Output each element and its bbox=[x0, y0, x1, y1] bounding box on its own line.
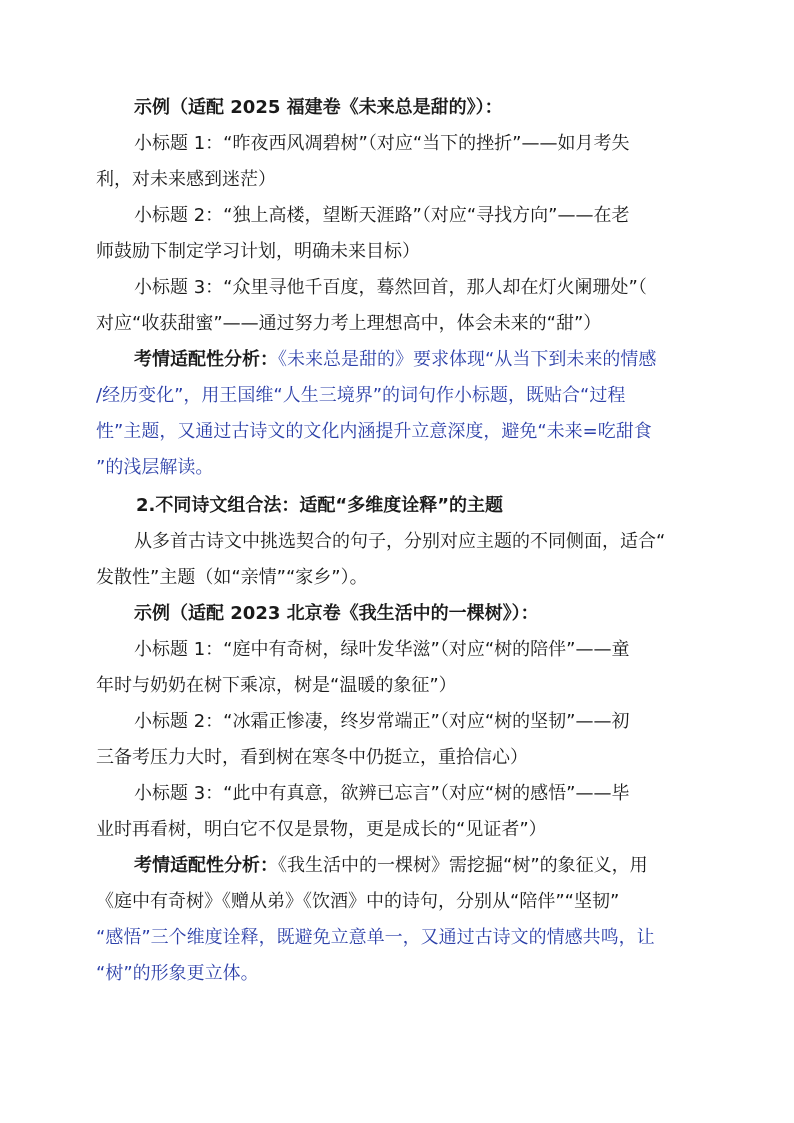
analysis-label-1: 考情适配性分析： bbox=[134, 349, 278, 370]
analysis-label-2: 考情适配性分析： bbox=[134, 855, 278, 876]
analysis-1-line-3: 性”主题，又通过古诗文的文化内涵提升立意深度，避免“未来=吃甜食 bbox=[96, 421, 652, 442]
subtitle-2-3-line-2: 业时再看树，明白它不仅是景物，更是成长的“见证者”） bbox=[96, 819, 547, 840]
analysis-paragraph-2 bbox=[96, 848, 706, 884]
subtitle-1-line-2: 利，对未来感到迷茫） bbox=[96, 169, 276, 190]
analysis-1-line-2: /经历变化”，用王国维“人生三境界”的词句作小标题，既贴合“过程 bbox=[96, 385, 626, 406]
analysis-1-line-4: ”的浅层解读。 bbox=[96, 457, 214, 478]
subtitle-2-1-line-2: 年时与奶奶在树下乘凉，树是“温暖的象征”） bbox=[96, 675, 457, 696]
subtitle-2-1-line-1: 小标题 1：“庭中有奇树，绿叶发华滋”（对应“树的陪伴”——童 bbox=[134, 639, 630, 660]
analysis-2-line-1: 《我生活中的一棵树》需挖掘“树”的象征义，用 bbox=[278, 855, 648, 876]
intro-line-2: 发散性”主题（如“亲情”“家乡”）。 bbox=[96, 567, 368, 588]
subtitle-1-line-1: 小标题 1：“昨夜西风凋碧树”（对应“当下的挫折”——如月考失 bbox=[134, 133, 630, 154]
example-title-1: 示例（适配 2025 福建卷《未来总是甜的》）： bbox=[134, 97, 503, 118]
analysis-paragraph-1 bbox=[96, 342, 706, 378]
subtitle-2-2-line-1: 小标题 2：“冰霜正惨凄，终岁常端正”（对应“树的坚韧”——初 bbox=[134, 711, 630, 732]
subtitle-2-2-line-2: 三备考压力大时，看到树在寒冬中仍挺立，重拾信心） bbox=[96, 747, 528, 768]
section-heading-2: 2.不同诗文组合法：适配“多维度诠释”的主题 bbox=[136, 495, 504, 516]
subtitle-3-line-1: 小标题 3：“众里寻他千百度，蓦然回首，那人却在灯火阑珊处”（ bbox=[134, 277, 647, 298]
analysis-2-line-3: “感悟”三个维度诠释，既避免立意单一，又通过古诗文的情感共鸣，让 bbox=[96, 927, 655, 948]
subtitle-3-line-2: 对应“收获甜蜜”——通过努力考上理想高中，体会未来的“甜”） bbox=[96, 313, 602, 334]
document-body bbox=[96, 90, 706, 992]
subtitle-2-3-line-1: 小标题 3：“此中有真意，欲辨已忘言”（对应“树的感悟”——毕 bbox=[134, 783, 630, 804]
analysis-1-line-1: 《未来总是甜的》要求体现“从当下到未来的情感 bbox=[278, 349, 657, 370]
subtitle-2-line-2: 师鼓励下制定学习计划，明确未来目标） bbox=[96, 241, 420, 262]
analysis-2-line-4: “树”的形象更立体。 bbox=[96, 963, 259, 984]
intro-line-1: 从多首古诗文中挑选契合的句子，分别对应主题的不同侧面，适合“ bbox=[134, 531, 666, 552]
subtitle-2-line-1: 小标题 2：“独上高楼，望断天涯路”（对应“寻找方向”——在老 bbox=[134, 205, 630, 226]
analysis-2-line-2: 《庭中有奇树》《赠从弟》《饮酒》中的诗句，分别从“陪伴”“坚韧” bbox=[96, 891, 620, 912]
example-title-2: 示例（适配 2023 北京卷《我生活中的一棵树》）： bbox=[134, 603, 539, 624]
